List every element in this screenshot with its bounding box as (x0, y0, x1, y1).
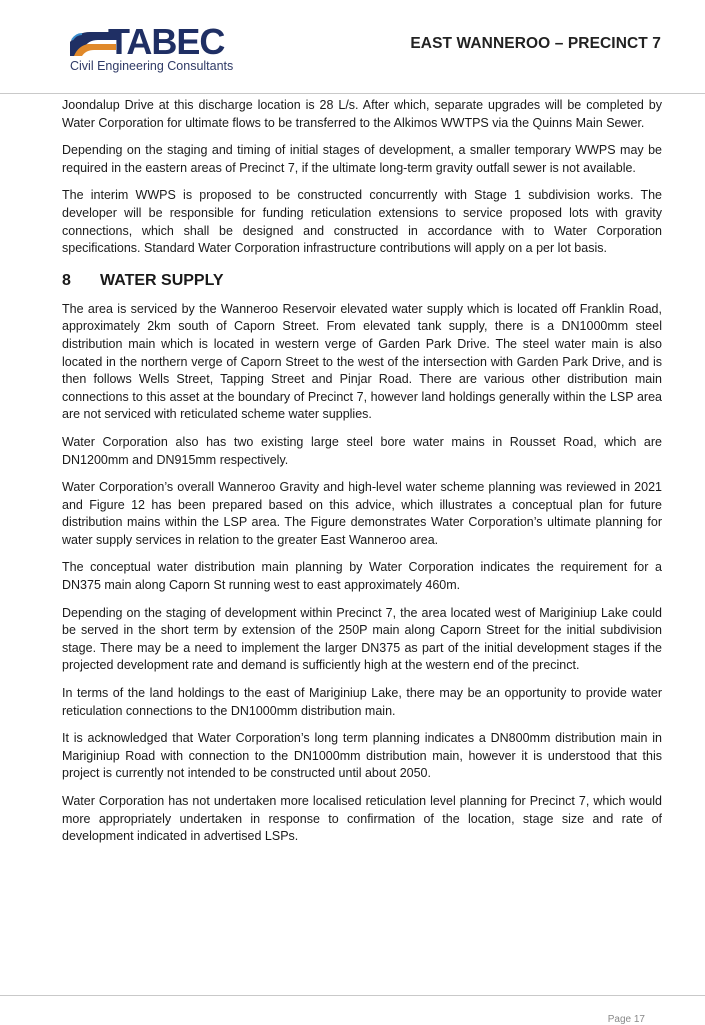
page-number: Page 17 (607, 1014, 645, 1025)
company-logo (68, 21, 248, 76)
paragraph: In terms of the land holdings to the east of Mariginiup Lake, there may be an opportunity to provide water reticulation connections to the DN1000mm distribution main. (62, 686, 662, 718)
paragraph: Water Corporation also has two existing large steel bore water mains in Rousset Road, which are DN1200mm and DN915mm respectively. (62, 434, 662, 467)
footer-divider (0, 995, 705, 996)
paragraph: The conceptual water distribution main planning by Water Corporation indicates the requirement for a DN375 main along Caporn St running west to east approximately 460m. (62, 560, 662, 593)
page-header (0, 0, 705, 93)
paragraph: Water Corporation has not undertaken more localised reticulation level planning for Precinct 7, which would more appropriately undertaken in response to confirmation of the location, stage size and rate of development indicated in advertised LSPs. (62, 794, 662, 844)
section-heading (62, 272, 662, 290)
paragraph: The area is serviced by the Wanneroo Reservoir elevated water supply which is located off Franklin Road, approximately 2km south of Caporn Street. From elevated tank supply, there is a DN1000mm steel distribution main which is located in western verge of Garden Park Drive. The steel water main is also located in the northern verge of Caporn Street to the west of the intersection with Garden Park Drive, and is then follows Wells Street, Tapping Street and Pinjar Road. There are various other distribution main connections to this asset at the boundary of Precinct 7, however land holdings generally within the LSP area are not serviced with reticulated scheme water supplies. (62, 301, 662, 422)
paragraph: The interim WWPS is proposed to be constructed concurrently with Stage 1 subdivision works. The developer will be responsible for funding reticulation extensions to service proposed lots with gravity connections, which shall be designed and constructed in accordance with to Water Corporation specifications. Standard Water Corporation infrastructure contributions will apply on a per lot basis. (62, 188, 662, 256)
document-title: EAST WANNEROO – PRECINCT 7 (410, 35, 661, 52)
page-content (62, 97, 662, 856)
paragraph: It is acknowledged that Water Corporation’s long term planning indicates a DN800mm distribution main in Mariginiup Road with connection to the DN1000mm distribution main, however it is understood that this project is currently not intended to be constructed until about 2050. (62, 731, 662, 781)
paragraph: Depending on the staging and timing of initial stages of development, a smaller temporary WWPS may be required in the eastern areas of Precinct 7, if the ultimate long-term gravity outfall sewer is not available. (62, 143, 662, 175)
paragraph: Water Corporation’s overall Wanneroo Gravity and high-level water scheme planning was reviewed in 2021 and Figure 12 has been prepared based on this advice, which illustrates a conceptual plan for future distribution mains within the LSP area. The Figure demonstrates Water Corporation’s ultimate planning for water supply services in relation to the greater East Wanneroo area. (62, 480, 662, 547)
section-title: WATER SUPPLY (100, 271, 224, 289)
paragraph: Depending on the staging of development within Precinct 7, the area located west of Mariginiup Lake could be served in the short term by extension of the 250P main along Caporn Street for the initial subdivision stage. There may be a need to implement the larger DN375 as part of the initial development stages if the projected development rate and demand is sufficiently high at the western end of the precinct. (62, 605, 662, 673)
paragraph: Joondalup Drive at this discharge location is 28 L/s. After which, separate upgrades will be completed by Water Corporation for ultimate flows to be transferred to the Alkimos WWTPS via the Quinns Main Sewer. (62, 98, 662, 130)
logo-wordmark: TABEC (108, 21, 225, 62)
header-divider (0, 93, 705, 94)
section-number: 8 (62, 271, 71, 289)
logo-tagline: Civil Engineering Consultants (70, 59, 234, 73)
